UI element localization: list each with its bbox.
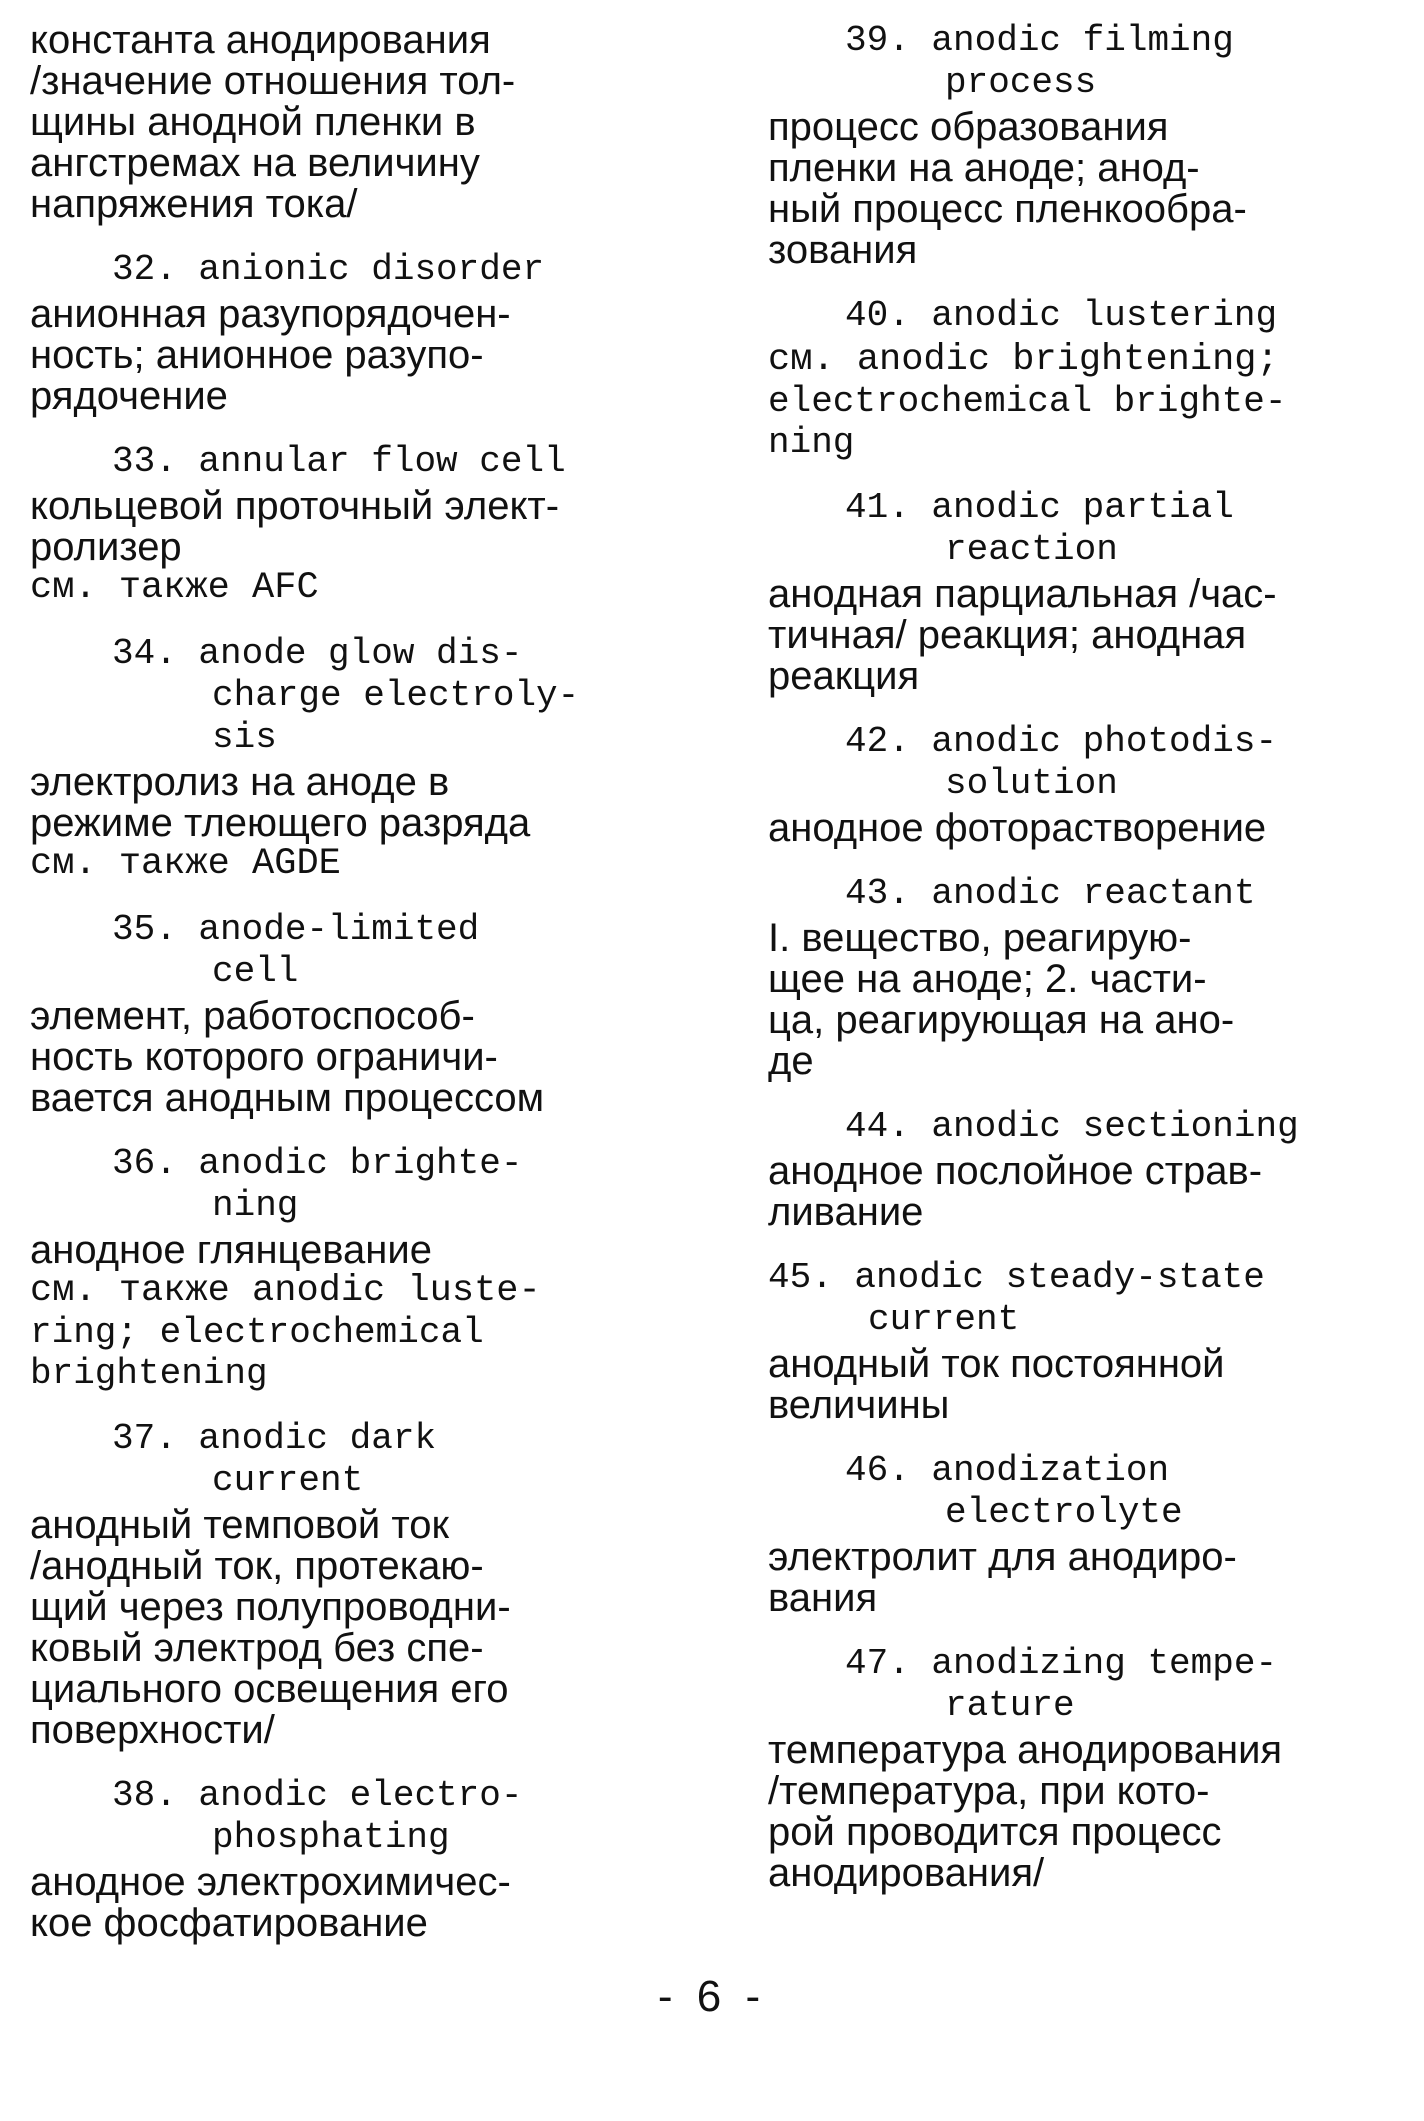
entry-term (768, 1106, 1424, 1148)
definition-line: анодный ток постоянной (768, 1342, 1225, 1386)
term-continuation: ning (212, 1185, 299, 1226)
definition-line: анионная разупорядочен- (30, 292, 511, 336)
definition-line: электролит для анодиро- (768, 1535, 1237, 1579)
dictionary-entry (30, 441, 710, 609)
entry-term (30, 1418, 710, 1502)
definition-line: реакция (768, 654, 920, 698)
term-line: 36. anodic brighte- (112, 1143, 523, 1184)
term-line: 40. anodic lustering (845, 295, 1278, 336)
term-continuation: sis (212, 717, 277, 758)
term-line: 33. annular flow cell (112, 441, 566, 482)
entry-term (30, 441, 710, 483)
definition-line: пленки на аноде; анод- (768, 146, 1200, 190)
definition-line: температура анодирования (768, 1728, 1283, 1772)
term-line: 45. anodic steady-state (768, 1257, 1265, 1298)
dictionary-entry (768, 1106, 1424, 1233)
term-line: 44. anodic sectioning (845, 1106, 1299, 1147)
definition-line: циального освещения его (30, 1667, 509, 1711)
entry-term (30, 633, 710, 759)
definition-line: величины (768, 1383, 950, 1427)
definition-line: де (768, 1039, 814, 1083)
term-continuation: solution (945, 763, 1118, 804)
entry-term (768, 721, 1424, 805)
term-continuation: reaction (945, 529, 1118, 570)
definition-line: ning (768, 422, 855, 463)
definition-line: см. также AGDE (30, 843, 341, 885)
dictionary-entry (30, 1143, 710, 1394)
definition-line: анодное фоторастворение (768, 806, 1267, 850)
definition-line: brightening (30, 1353, 268, 1394)
definition-line: ролизер (30, 525, 182, 569)
definition-line: electrochemical brighte- (768, 381, 1287, 422)
dictionary-entry (30, 633, 710, 885)
entry-term (768, 1257, 1424, 1341)
definition-line: напряжения тока/ (30, 182, 358, 226)
entry-term (768, 1643, 1424, 1727)
dictionary-entry (768, 1450, 1424, 1619)
term-continuation: electrolyte (945, 1492, 1183, 1533)
definition-line: кольцевой проточный элект- (30, 484, 560, 528)
entry-term (30, 1775, 710, 1859)
definition-line: /значение отношения тол- (30, 59, 516, 103)
entry-term (768, 487, 1424, 571)
dictionary-entry (768, 1643, 1424, 1894)
definition-line: рой проводится процесс (768, 1810, 1222, 1854)
definition-line: тичная/ реакция; анодная (768, 613, 1247, 657)
definition-line: I. вещество, реагирую- (768, 916, 1192, 960)
definition-line: ковый электрод без спе- (30, 1626, 484, 1670)
definition-line: см. также anodic luste- (30, 1270, 541, 1312)
term-line: 34. anode glow dis- (112, 633, 523, 674)
page-number: - 6 - (657, 1972, 767, 2021)
definition-line: анодирования/ (768, 1851, 1045, 1895)
entry-term (30, 249, 710, 291)
entry-term (768, 1450, 1424, 1534)
term-continuation: rature (945, 1685, 1075, 1726)
term-line: 46. anodization (845, 1450, 1170, 1491)
definition-line: анодное послойное страв- (768, 1149, 1263, 1193)
entry-term (30, 909, 710, 993)
definition-line: электролиз на аноде в (30, 760, 450, 804)
term-line: 47. anodizing tempe- (845, 1643, 1278, 1684)
entry-term (768, 873, 1424, 915)
term-line: 37. anodic dark (112, 1418, 437, 1459)
term-line: 35. anode-limited (112, 909, 480, 950)
right-column (768, 20, 1424, 1918)
dictionary-entry (768, 20, 1424, 271)
definition-line: /температура, при кото- (768, 1769, 1210, 1813)
term-continuation: charge electroly- (212, 675, 580, 716)
definition-line: процесс образования (768, 105, 1169, 149)
term-continuation: cell (212, 951, 299, 992)
definition-line: вания (768, 1576, 878, 1620)
definition-line: кое фосфатирование (30, 1901, 428, 1945)
dictionary-entry (30, 1418, 710, 1751)
definition-line: анодное электрохимичес- (30, 1860, 511, 1904)
definition-line: ливание (768, 1190, 924, 1234)
definition-line: ца, реагирующая на ано- (768, 998, 1235, 1042)
dictionary-entry (768, 295, 1424, 463)
dictionary-entry (768, 721, 1424, 849)
dictionary-entry (30, 909, 710, 1119)
definition-line: рядочение (30, 374, 228, 418)
definition-line: режиме тлеющего разряда (30, 801, 531, 845)
definition-line: элемент, работоспособ- (30, 994, 475, 1038)
definition-line: анодный темповой ток (30, 1503, 449, 1547)
definition-line: ring; electrochemical (30, 1312, 484, 1353)
entry-term (30, 1143, 710, 1227)
definition-line: щее на аноде; 2. части- (768, 957, 1207, 1001)
term-continuation: phosphating (212, 1817, 450, 1858)
entry-term (768, 20, 1424, 104)
dictionary-entry (30, 1775, 710, 1944)
dictionary-entry (30, 249, 710, 417)
term-continuation: process (945, 62, 1097, 103)
dictionary-entry (768, 873, 1424, 1082)
definition-line: см. также AFC (30, 567, 319, 609)
term-line: 41. anodic partial (845, 487, 1234, 528)
left-column (30, 20, 710, 1968)
definition-line: зования (768, 228, 918, 272)
definition-line: анодная парциальная /час- (768, 572, 1277, 616)
definition-line: константа анодирования (30, 18, 491, 62)
definition-line: ность; анионное разупо- (30, 333, 484, 377)
continued-definition (30, 20, 710, 225)
term-line: 43. anodic reactant (845, 873, 1256, 914)
term-line: 32. anionic disorder (112, 249, 545, 290)
definition-line: ный процесс пленкообра- (768, 187, 1247, 231)
definition-line: см. anodic brightening; (768, 339, 1279, 381)
definition-line: /анодный ток, протекаю- (30, 1544, 484, 1588)
term-continuation: current (868, 1299, 1020, 1340)
definition-line: щий через полупроводни- (30, 1585, 511, 1629)
dictionary-entry (768, 1257, 1424, 1426)
definition-line: вается анодным процессом (30, 1076, 545, 1120)
term-continuation: current (212, 1460, 364, 1501)
definition-line: анодное глянцевание (30, 1228, 432, 1272)
term-line: 42. anodic photodis- (845, 721, 1278, 762)
entry-term (768, 295, 1424, 337)
definition-line: поверхности/ (30, 1708, 275, 1752)
term-line: 39. anodic filming (845, 20, 1234, 61)
definition-line: ангстремах на величину (30, 141, 480, 185)
definition-line: щины анодной пленки в (30, 100, 476, 144)
dictionary-entry (768, 487, 1424, 697)
term-line: 38. anodic electro- (112, 1775, 523, 1816)
definition-line: ность которого ограничи- (30, 1035, 498, 1079)
